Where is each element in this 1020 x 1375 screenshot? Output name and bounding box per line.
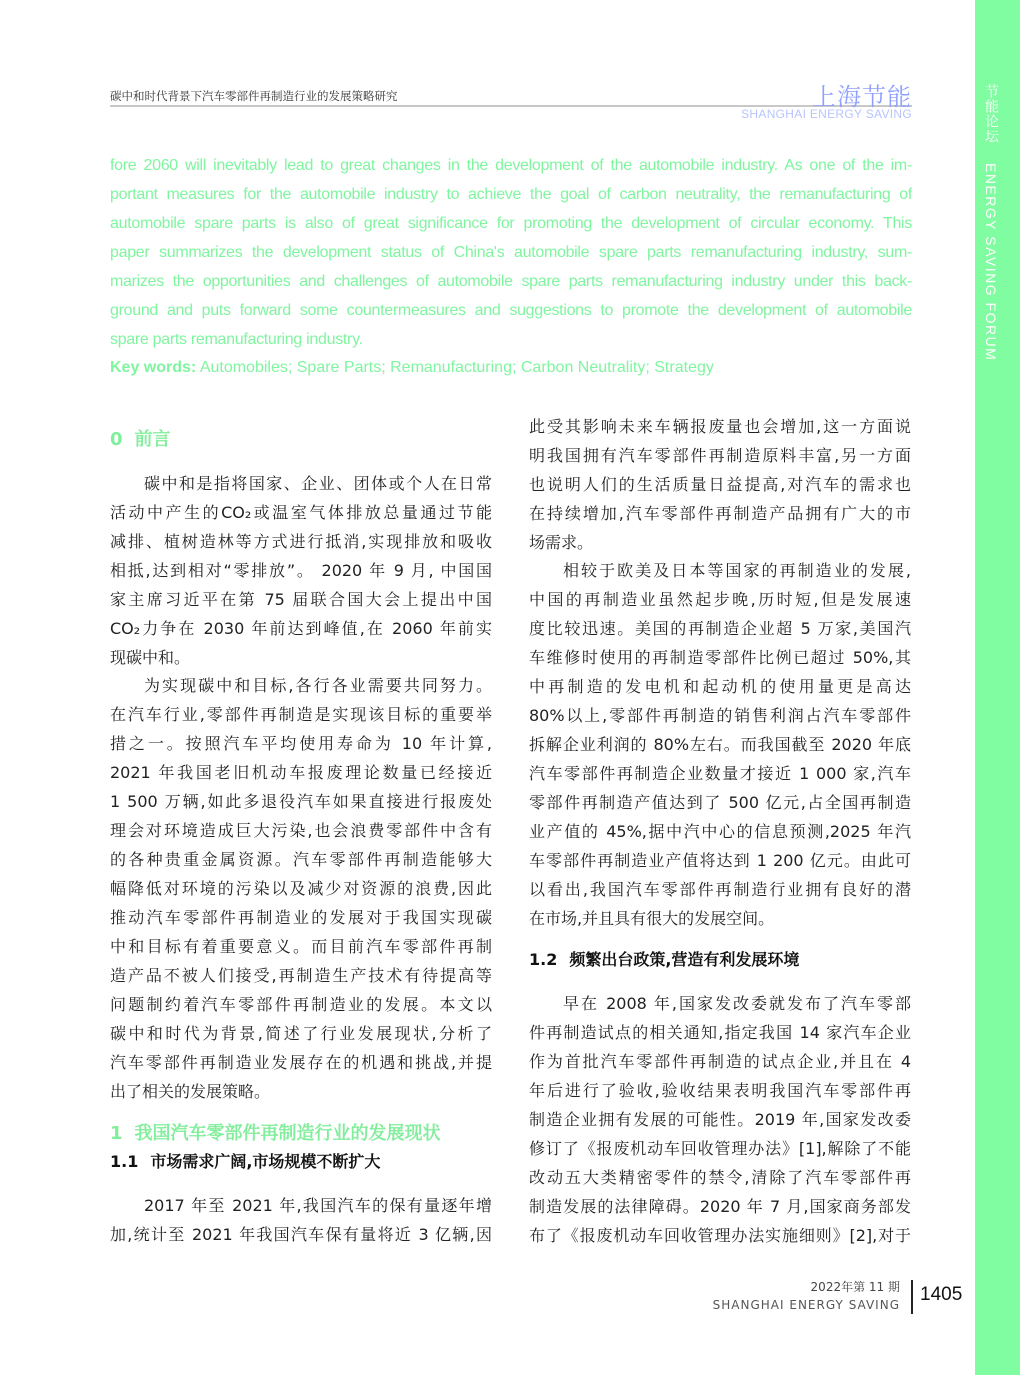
text-line: 出了相关的发展策略。 [110,1082,271,1101]
text-line: 为实现碳中和目标,各行各业需要共同努力。 [144,676,492,695]
journal-logo: 上海节能 [812,83,912,111]
sidebar-label [981,84,1001,362]
text-line: 加,统计至 2021 年我国汽车保有量将近 3 亿辆,因 [110,1225,492,1244]
text-line: 推动汽车零部件再制造业的发展对于我国实现碳 [110,908,492,927]
sidebar-label-en: ENERGY SAVING FORUM [983,163,999,362]
text-line: marizes the opportunities and challenges of automobile spare parts remanufacturing industry under this back- [110,273,912,290]
text-line: 业产值的 45%,据中汽中心的信息预测,2025 年汽 [529,822,911,841]
text-line: 也说明人们的生活质量日益提高,对汽车的需求也 [529,475,911,494]
abstract [110,151,912,354]
text-line: 现碳中和。 [110,648,191,667]
text-line: 1 500 万辆,如此多退役汽车如果直接进行报废处 [110,792,492,811]
text-line: 汽车零部件再制造企业数量才接近 1 000 家,汽车 [529,764,911,783]
text-line: fore 2060 will inevitably lead to great changes in the development of the automobile industry. As one of the im- [110,157,912,174]
text-line: 理会对环境造成巨大污染,也会浪费零部件中含有 [110,821,492,840]
sidebar-label-cn: 节能论坛 [983,84,999,144]
text-line: 中和目标有着重要意义。而目前汽车零部件再制 [110,937,492,956]
section-number: 1.1 [110,1152,139,1171]
text-line: 在汽车行业,零部件再制造是实现该目标的重要举 [110,705,492,724]
text-line: 活动中产生的CO₂或温室气体排放总量通过节能 [110,503,492,522]
text-line: 零部件再制造产值达到了 500 亿元,占全国再制造 [529,793,911,812]
text-line: 件再制造试点的相关通知,指定我国 14 家汽车企业 [529,1023,911,1042]
section-title: 我国汽车零部件再制造行业的发展现状 [134,1123,441,1144]
section-title: 前言 [134,429,171,450]
text-line: 2017 年至 2021 年,我国汽车的保有量逐年增 [144,1196,492,1215]
text-line: 碳中和时代为背景,简述了行业发展现状,分析了 [110,1024,492,1043]
text-line: 度比较迅速。美国的再制造企业超 5 万家,美国汽 [529,619,911,638]
text-line: automobile spare parts is also of great significance for promoting the development of circular economy. This [110,215,912,232]
text-line: 拆解企业利润的 80%左右。而我国截至 2020 年底 [529,735,911,754]
section-heading-0 [110,427,492,453]
text-line: ground and puts forward some countermeasures and suggestions to promote the development of automobile [110,302,912,319]
text-line: portant measures for the automobile industry to achieve the goal of carbon neutrality, the remanufacturing of [110,186,912,203]
paragraph [110,1191,492,1249]
text-line: 造产品不被人们接受,再制造生产技术有待提高等 [110,966,492,985]
journal-name-footer: SHANGHAI ENERGY SAVING [712,1298,900,1312]
text-line: 相抵,达到相对“零排放”。 2020 年 9 月, 中国国 [110,561,492,580]
text-line: 早在 2008 年,国家发改委就发布了汽车零部 [563,994,911,1013]
subsection-heading-1-2 [529,947,911,973]
text-line: spare parts remanufacturing industry. [110,331,363,348]
paragraph [529,556,911,933]
issue-label: 2022年第 11 期 [810,1280,900,1294]
journal-logo-en: SHANGHAI ENERGY SAVING [741,107,912,121]
text-line: 中再制造的发电机和起动机的使用量更是高达 [529,677,911,696]
text-line: 中国的再制造业虽然起步晚,历时短,但是发展速 [529,590,911,609]
text-line: 改动五大类精密零件的禁令,清除了汽车零部件再 [529,1168,911,1187]
text-line: 修订了《报废机动车回收管理办法》[1],解除了不能 [529,1139,911,1158]
section-title: 市场需求广阔,市场规模不断扩大 [150,1152,381,1171]
text-line: 问题制约着汽车零部件再制造业的发展。本文以 [110,995,492,1014]
paragraph [529,412,911,557]
text-line: 布了《报废机动车回收管理办法实施细则》[2],对于 [529,1226,911,1245]
text-line: CO₂力争在 2030 年前达到峰值,在 2060 年前实 [110,619,492,638]
text-line: 制造企业拥有发展的可能性。2019 年,国家发改委 [529,1110,911,1129]
footer-divider [911,1280,913,1314]
text-line: 此受其影响未来车辆报废量也会增加,这一方面说 [529,417,911,436]
running-title: 碳中和时代背景下汽车零部件再制造行业的发展策略研究 [110,89,398,103]
text-line: 家主席习近平在第 75 届联合国大会上提出中国 [110,590,492,609]
text-line: 相较于欧美及日本等国家的再制造业的发展, [563,561,911,580]
paragraph [529,989,911,1250]
keywords-label: Key words: [110,359,197,376]
keywords [110,353,714,382]
text-line: 年后进行了验收,验收结果表明我国汽车零部件再 [529,1081,911,1100]
text-line: 以看出,我国汽车零部件再制造行业拥有良好的潜 [529,880,911,899]
section-number: 1 [110,1123,123,1144]
text-line: 80%以上,零部件再制造的销售利润占汽车零部件 [529,706,911,725]
subsection-heading-1-1 [110,1149,492,1175]
page-number: 1405 [920,1284,963,1305]
text-line: 减排、植树造林等方式进行抵消,实现排放和吸收 [110,532,492,551]
text-line: 在持续增加,汽车零部件再制造产品拥有广大的市 [529,504,911,523]
text-line: 在市场,并且具有很大的发展空间。 [529,909,775,928]
paragraph [110,469,492,672]
text-line: paper summarizes the development status of China's automobile spare parts remanufacturing industry, sum- [110,244,912,261]
paragraph [110,671,492,1106]
text-line: 幅降低对环境的污染以及减少对资源的浪费,因此 [110,879,492,898]
text-line: 车零部件再制造业产值将达到 1 200 亿元。由此可 [529,851,911,870]
text-line: 明我国拥有汽车零部件再制造原料丰富,另一方面 [529,446,911,465]
text-line: 作为首批汽车零部件再制造的试点企业,并且在 4 [529,1052,911,1071]
section-title: 频繁出台政策,营造有利发展环境 [569,950,800,969]
text-line: 场需求。 [529,533,594,552]
text-line: 车维修时使用的再制造零部件比例已超过 50%,其 [529,648,911,667]
text-line: 2021 年我国老旧机动车报废理论数量已经接近 [110,763,492,782]
text-line: 措之一。按照汽车平均使用寿命为 10 年计算, [110,734,492,753]
text-line: 碳中和是指将国家、企业、团体或个人在日常 [144,474,492,493]
section-number: 1.2 [529,950,558,969]
keywords-text: Automobiles; Spare Parts; Remanufacturing; Carbon Neutrality; Strategy [199,359,714,376]
section-heading-1 [110,1121,492,1147]
text-line: 汽车零部件再制造业发展存在的机遇和挑战,并提 [110,1053,492,1072]
text-line: 的各种贵重金属资源。汽车零部件再制造能够大 [110,850,492,869]
section-number: 0 [110,429,123,450]
text-line: 制造发展的法律障碍。2020 年 7 月,国家商务部发 [529,1197,911,1216]
